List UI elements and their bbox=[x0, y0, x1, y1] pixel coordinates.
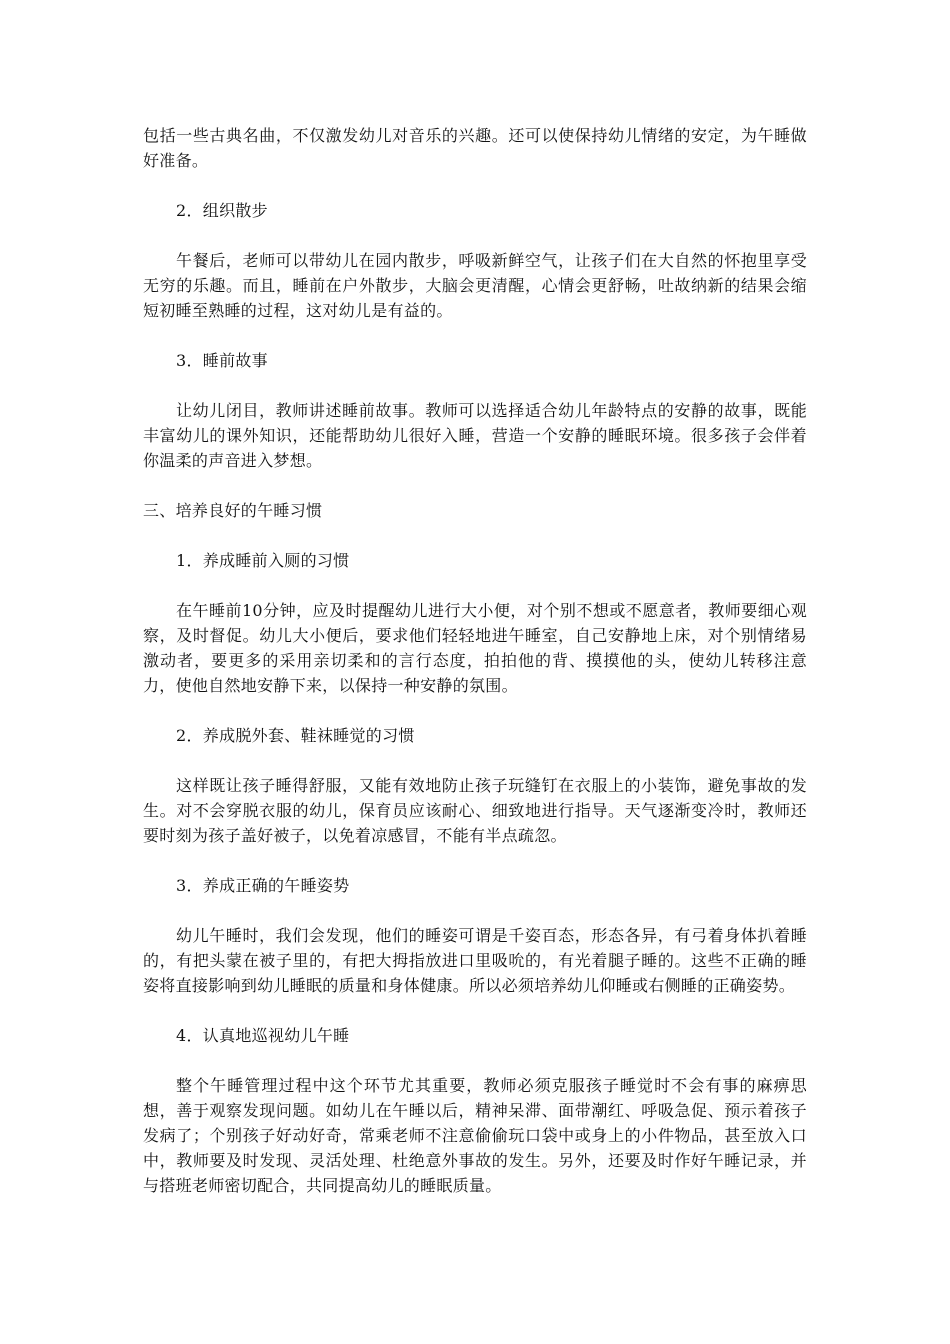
spacer bbox=[143, 323, 807, 348]
subheading-undress: 2．养成脱外套、鞋袜睡觉的习惯 bbox=[176, 726, 415, 745]
spacer bbox=[143, 223, 807, 248]
paragraph-intro: 包括一些古典名曲，不仅激发幼儿对音乐的兴趣。还可以使保持幼儿情绪的安定，为午睡做好准备。 bbox=[143, 126, 807, 170]
paragraph-story: 让幼儿闭目，教师讲述睡前故事。教师可以选择适合幼儿年龄特点的安静的故事，既能丰富幼儿的课外知识，还能帮助幼儿很好入睡，营造一个安静的睡眠环境。很多孩子会伴着你温柔的声音进入梦想。 bbox=[143, 401, 807, 470]
spacer bbox=[143, 473, 807, 498]
subheading-toilet: 1．养成睡前入厕的习惯 bbox=[176, 551, 350, 570]
subheading-patrol: 4．认真地巡视幼儿午睡 bbox=[176, 1026, 350, 1045]
spacer bbox=[143, 998, 807, 1023]
spacer bbox=[143, 898, 807, 923]
spacer bbox=[143, 173, 807, 198]
spacer bbox=[143, 698, 807, 723]
paragraph-undress: 这样既让孩子睡得舒服，又能有效地防止孩子玩缝钉在衣服上的小装饰，避免事故的发生。对不会穿脱衣服的幼儿，保育员应该耐心、细致地进行指导。天气逐渐变冷时，教师还要时刻为孩子盖好被子，以免着凉感冒，不能有半点疏忽。 bbox=[143, 776, 807, 845]
paragraph-patrol: 整个午睡管理过程中这个环节尤其重要，教师必须克服孩子睡觉时不会有事的麻痹思想，善于观察发现问题。如幼儿在午睡以后，精神呆滞、面带潮红、呼吸急促、预示着孩子发病了；个别孩子好动好奇，常乘老师不注意偷偷玩口袋中或身上的小件物品，甚至放入口中，教师要及时发现、灵活处理、杜绝意外事故的发生。另外，还要及时作好午睡记录，并与搭班老师密切配合，共同提高幼儿的睡眠质量。 bbox=[143, 1076, 807, 1195]
section-heading-habits: 三、培养良好的午睡习惯 bbox=[143, 501, 323, 520]
paragraph-walk: 午餐后，老师可以带幼儿在园内散步，呼吸新鲜空气，让孩子们在大自然的怀抱里享受无穷的乐趣。而且，睡前在户外散步，大脑会更清醒，心情会更舒畅，吐故纳新的结果会缩短初睡至熟睡的过程，这对幼儿是有益的。 bbox=[143, 251, 807, 320]
subheading-posture: 3．养成正确的午睡姿势 bbox=[176, 876, 350, 895]
paragraph-posture: 幼儿午睡时，我们会发现，他们的睡姿可谓是千姿百态，形态各异，有弓着身体扒着睡的，有把头蒙在被子里的，有把大拇指放进口里吸吮的，有光着腿子睡的。这些不正确的睡姿将直接影响到幼儿睡眠的质量和身体健康。所以必须培养幼儿仰睡或右侧睡的正确姿势。 bbox=[143, 926, 807, 995]
spacer bbox=[143, 748, 807, 773]
paragraph-toilet: 在午睡前10分钟，应及时提醒幼儿进行大小便，对个别不想或不愿意者，教师要细心观察，及时督促。幼儿大小便后，要求他们轻轻地进午睡室，自己安静地上床，对个别情绪易激动者，要更多的采用亲切柔和的言行态度，拍拍他的背、摸摸他的头，使幼儿转移注意力，使他自然地安静下来，以保持一种安静的氛围。 bbox=[143, 601, 807, 695]
spacer bbox=[143, 1048, 807, 1073]
spacer bbox=[143, 848, 807, 873]
subheading-story: 3．睡前故事 bbox=[176, 351, 268, 370]
spacer bbox=[143, 373, 807, 398]
subheading-walk: 2．组织散步 bbox=[176, 201, 268, 220]
document-body bbox=[143, 123, 807, 1198]
spacer bbox=[143, 523, 807, 548]
spacer bbox=[143, 573, 807, 598]
